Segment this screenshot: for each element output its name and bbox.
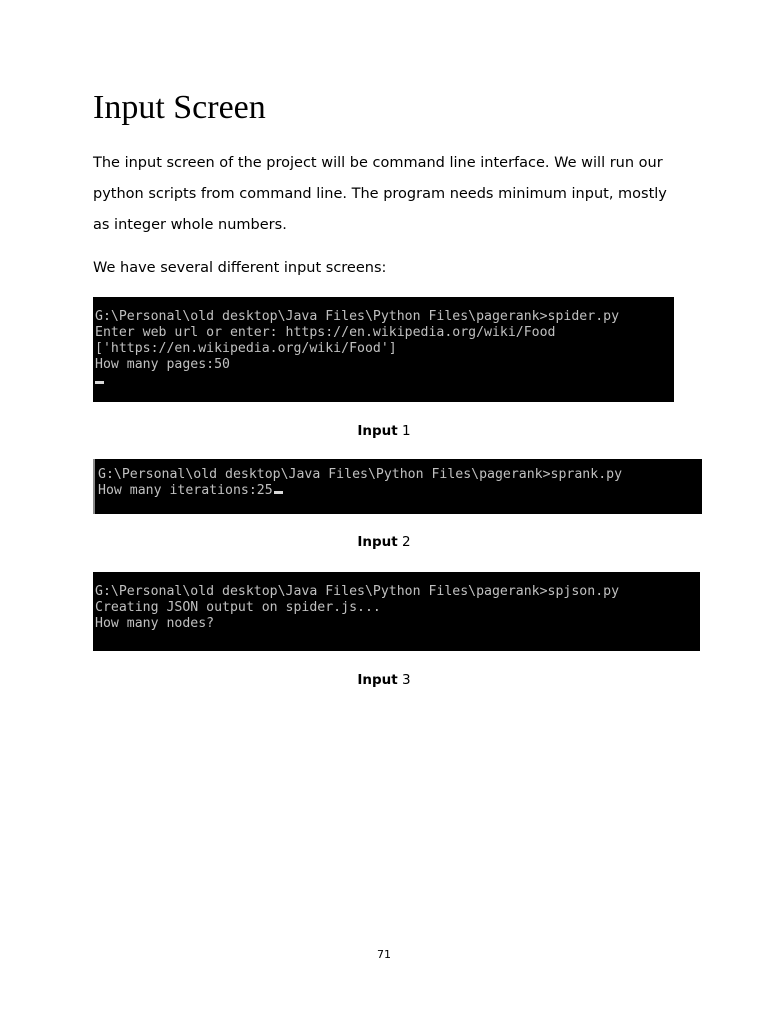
intro-paragraph: [93, 148, 693, 241]
terminal-line: Enter web url or enter: https://en.wikipedia.org/wiki/Food: [95, 325, 556, 340]
caption-word: Input: [357, 672, 398, 688]
terminal-line: Creating JSON output on spider.js...: [95, 600, 381, 615]
page-number: 71: [377, 948, 391, 961]
caption-input-2: [0, 533, 768, 551]
terminal-screenshot-input-2: [93, 459, 702, 514]
caption-number: 2: [402, 534, 411, 550]
caption-number: 3: [402, 672, 411, 688]
intro-line-3: as integer whole numbers.: [93, 217, 287, 233]
terminal-line: [98, 483, 702, 499]
terminal-line: G:\Personal\old desktop\Java Files\Python Files\pagerank>sprank.py: [98, 467, 623, 482]
caption-word: Input: [357, 534, 398, 550]
terminal-line: How many pages:50: [95, 357, 230, 372]
cursor-icon: [95, 381, 104, 384]
terminal-line: G:\Personal\old desktop\Java Files\Python Files\pagerank>spider.py: [95, 309, 620, 324]
caption-number: 1: [402, 423, 411, 439]
caption-word: Input: [357, 423, 398, 439]
terminal-screenshot-input-1: [93, 297, 674, 402]
terminal-line: ['https://en.wikipedia.org/wiki/Food']: [95, 341, 397, 356]
terminal-line: How many nodes?: [95, 616, 215, 631]
caption-input-1: [0, 422, 768, 440]
terminal-line-text: How many iterations:25: [98, 483, 273, 498]
terminal-line: G:\Personal\old desktop\Java Files\Python Files\pagerank>spjson.py: [95, 584, 620, 599]
terminal-screenshot-input-3: [93, 572, 700, 651]
intro-line-2: python scripts from command line. The program needs minimum input, mostly: [93, 186, 667, 202]
intro-line-1: The input screen of the project will be command line interface. We will run our: [93, 155, 663, 171]
screens-paragraph: We have several different input screens:: [93, 260, 387, 276]
cursor-icon: [274, 491, 283, 494]
caption-input-3: [0, 671, 768, 689]
terminal-cursor-line: [95, 373, 674, 389]
page-title: Input Screen: [93, 89, 266, 126]
